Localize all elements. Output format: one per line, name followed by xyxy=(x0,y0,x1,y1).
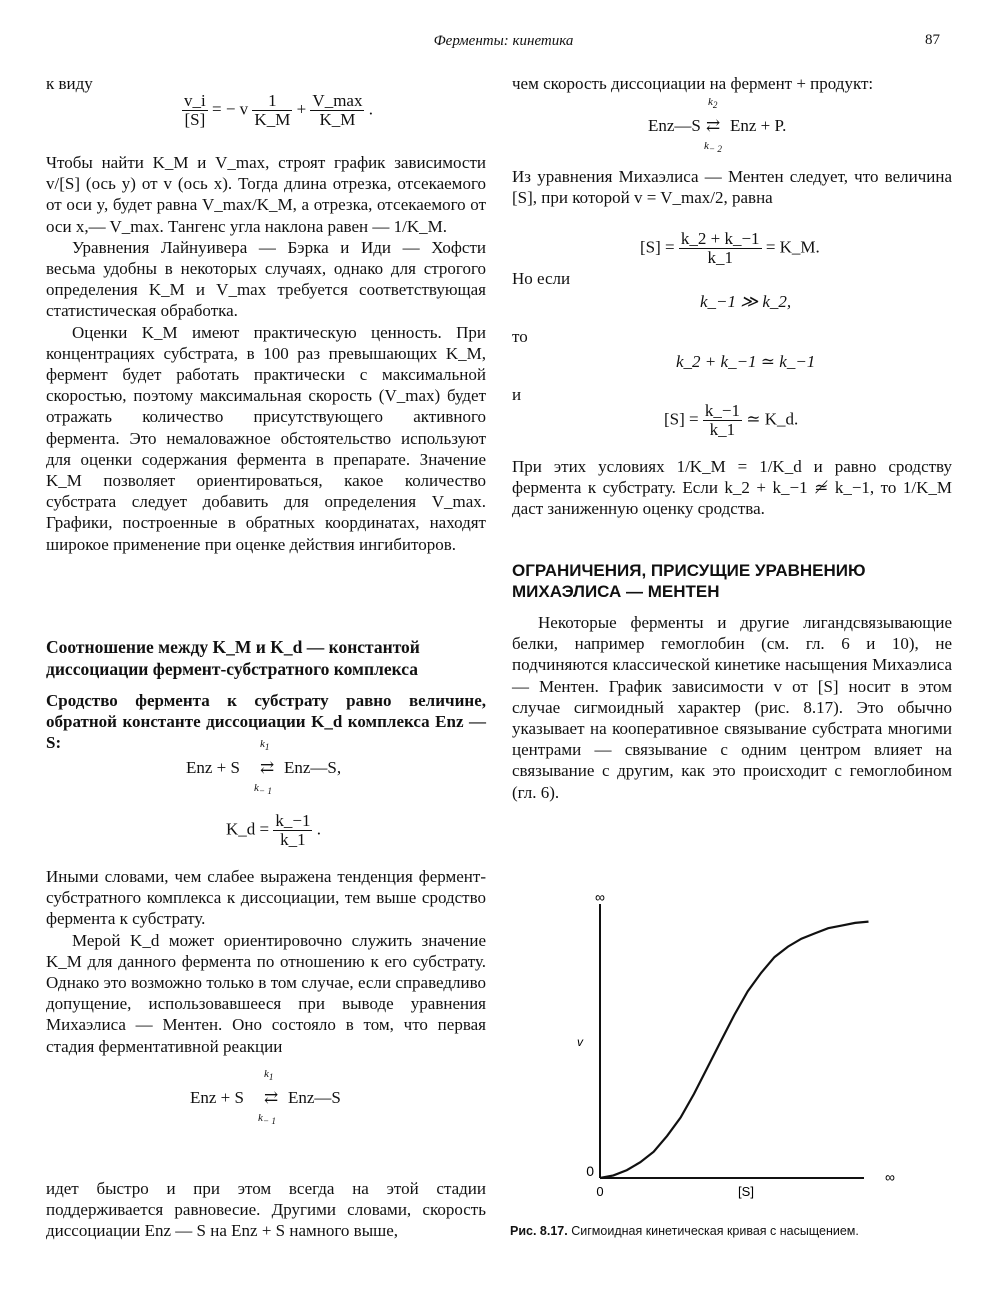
section-heading-km-kd: Соотношение между K_M и K_d — константой диссоциации фермент-субстратного комплекса xyxy=(46,637,420,679)
eq6-den: k_1 xyxy=(707,248,733,267)
eq3-den: k_1 xyxy=(280,830,306,849)
left-paragraph-2: Уравнения Лайнуивера — Бэрка и Иди — Хофсти весьма удобны в некоторых случаях, однако для строгого определения K_M и V_max требуется соответствующая статистическая обработка. xyxy=(46,237,486,321)
eq4-k-top: k xyxy=(264,1068,269,1080)
right-paragraph-1: чем скорость диссоциации на фермент + продукт: xyxy=(512,74,874,93)
right-paragraph-4-wrap xyxy=(512,612,952,803)
equation-eadie xyxy=(182,92,373,129)
eq5-left: Enz—S xyxy=(648,116,701,135)
eq9-den: k_1 xyxy=(709,420,736,439)
x-axis-label: [S] xyxy=(738,1184,754,1199)
eq4-k-bottom: k xyxy=(258,1112,263,1124)
left-paragraph-4: Сродство фермента к субстрату равно величине, обратной константе диссоциации K_d комплекса Enz — S: xyxy=(46,691,486,753)
eq5-k-top: k xyxy=(708,96,713,108)
eq2-right: Enz—S, xyxy=(284,758,342,777)
figure-caption-text: Сигмоидная кинетическая кривая с насыщением. xyxy=(571,1224,859,1238)
eq5-k-top-sub: 2 xyxy=(712,100,718,111)
y-axis-label: v xyxy=(577,1035,583,1049)
section-heading-limitations: ОГРАНИЧЕНИЯ, ПРИСУЩИЕ УРАВНЕНИЮ МИХАЭЛИСА — МЕНТЕН xyxy=(512,561,866,601)
eq1-end: . xyxy=(368,99,373,119)
left-intro: к виду xyxy=(46,74,93,93)
eq9-lhs: [S] = xyxy=(664,409,699,429)
left-paragraph-5: Иными словами, чем слабее выражена тенденция фермент-субстратного комплекса к диссоциации, тем выше сродство фермента к субстрату. xyxy=(46,867,486,929)
running-title: Ферменты: кинетика xyxy=(433,33,574,49)
right-but-if: Но если xyxy=(512,269,571,288)
eq5-arrow: ⇄ xyxy=(706,116,721,135)
eq4-k-bottom-sub: − 1 xyxy=(262,1116,276,1127)
sigmoid-chart xyxy=(560,888,900,1208)
eq5-right: Enz + P. xyxy=(730,116,787,135)
eq3-num: k_−1 xyxy=(275,811,311,830)
figure-label: Рис. 8.17. xyxy=(510,1224,568,1238)
eq1-lhs-num: v_i xyxy=(184,91,206,110)
eq1-f2-num: V_max xyxy=(312,91,363,110)
eq6-lhs: [S] = xyxy=(640,237,675,257)
equation-s-kd xyxy=(664,402,798,439)
eq3-lhs: K_d = xyxy=(226,819,270,839)
right-paragraph-4: Некоторые ферменты и другие лигандсвязывающие белки, например гемоглобин (см. гл. 6 и 10), не подчиняются классической кинетике насыщения Михаэлиса — Ментен. График зависимости v от [S] носит в этом случае сигмоидный характер (рис. 8.17). Это обычно указывает на кооперативное связывание субстрата многими центрами — связывание с одним центром влияет на связывание с другим, как это происходит с гемоглобином (гл. 6). xyxy=(512,613,952,802)
left-paragraph-7: идет быстро и при этом всегда на этой стадии поддерживается равновесие. Другими словами, скорость диссоциации Enz — S на Enz + S намного выше, xyxy=(46,1179,486,1241)
eq1-f1-num: 1 xyxy=(252,92,292,111)
eq1-mid: = − v xyxy=(211,99,249,119)
eq2-k-bottom: k xyxy=(254,782,259,794)
eq1-lhs-den: [S] xyxy=(184,110,206,129)
page-number: 87 xyxy=(925,32,940,48)
x-tick-zero: 0 xyxy=(596,1184,604,1199)
eq5-k-bottom-sub: − 2 xyxy=(708,144,722,155)
y-tick-zero: 0 xyxy=(586,1163,594,1179)
right-paragraph-2: Из уравнения Михаэлиса — Ментен следует, что величина [S], при которой v = V_max/2, равна xyxy=(512,167,952,208)
eq3-end: . xyxy=(316,819,321,839)
eq9-num: k_−1 xyxy=(704,401,740,420)
eq1-f1-den: K_M xyxy=(254,110,291,129)
eq1-f2-den: K_M xyxy=(319,110,356,129)
right-then: то xyxy=(512,327,528,346)
eq6-num: k_2 + k_−1 xyxy=(680,229,760,248)
equation-first-step xyxy=(190,1068,390,1128)
eq6-rhs: = K_M. xyxy=(765,237,820,257)
sigmoid-curve-line xyxy=(600,922,869,1178)
eq2-k-top-sub: 1 xyxy=(264,742,270,753)
figure-caption xyxy=(510,1224,970,1238)
y-tick-infinity: ∞ xyxy=(595,889,605,905)
equation-product xyxy=(648,96,848,156)
eq1-plus: + xyxy=(296,99,307,119)
left-paragraph-6: Мерой K_d может ориентировочно служить значение K_M для данного фермента по отношению к его субстрату. Однако это возможно только в том случае, если справедливо допущение, использовавшееся при выводе уравнения Михаэлиса — Ментен. Оно состояло в том, что первая стадия ферментативной реакции xyxy=(46,930,486,1056)
equation-condition: k_−1 ≫ k_2, xyxy=(700,292,792,311)
left-paragraph-3: Оценки K_M имеют практическую ценность. При концентрациях субстрата, в 100 раз превышающих K_M, фермент будет работать практически с максимальной скоростью, поэтому максимальная скорость (V_max) будет отражать количество присутствующего активного фермента. Это немаловажное обстоятельство используют для оценки содержания фермента в препарате. Значение K_M позволяет ориентироваться, какое количество субстрата следует добавить для определения V_max. Графики, построенные в обратных координатах, находят широкое применение при оценке действия ингибиторов. xyxy=(46,322,486,554)
equation-approx: k_2 + k_−1 ≃ k_−1 xyxy=(676,352,816,371)
right-paragraph-3: При этих условиях 1/K_M = 1/K_d и равно сродству фермента к субстрату. Если k_2 + k_−1 ≄ k_−1, то 1/K_M даст заниженную оценку сродства. xyxy=(512,457,952,519)
eq4-k-top-sub: 1 xyxy=(268,1072,274,1083)
left-text-block-1 xyxy=(46,152,486,555)
equation-kd xyxy=(226,812,321,849)
equation-s-half xyxy=(640,230,820,267)
eq2-k-top: k xyxy=(260,738,265,750)
right-and: и xyxy=(512,385,522,404)
eq2-k-bottom-sub: − 1 xyxy=(258,786,272,797)
eq2-arrow: ⇄ xyxy=(260,758,275,777)
eq2-left: Enz + S xyxy=(186,758,240,777)
left-text-block-2 xyxy=(46,866,486,1057)
eq5-k-bottom: k xyxy=(704,140,709,152)
running-header xyxy=(0,33,1007,53)
left-paragraph-1: Чтобы найти K_M и V_max, строят график зависимости v/[S] (ось y) от v (ось x). Тогда длина отрезка, отсекаемого от оси y, будет равна V_max/K_M, а отрезка, отсекаемого от оси x,— V_max. Тангенс угла наклона равен — 1/K_M. xyxy=(46,153,486,236)
equation-binding xyxy=(186,738,386,798)
eq4-left: Enz + S xyxy=(190,1088,244,1107)
eq4-arrow: ⇄ xyxy=(264,1088,279,1107)
eq9-rhs: ≃ K_d. xyxy=(746,409,799,429)
eq4-right: Enz—S xyxy=(288,1088,341,1107)
x-tick-infinity: ∞ xyxy=(885,1169,895,1185)
